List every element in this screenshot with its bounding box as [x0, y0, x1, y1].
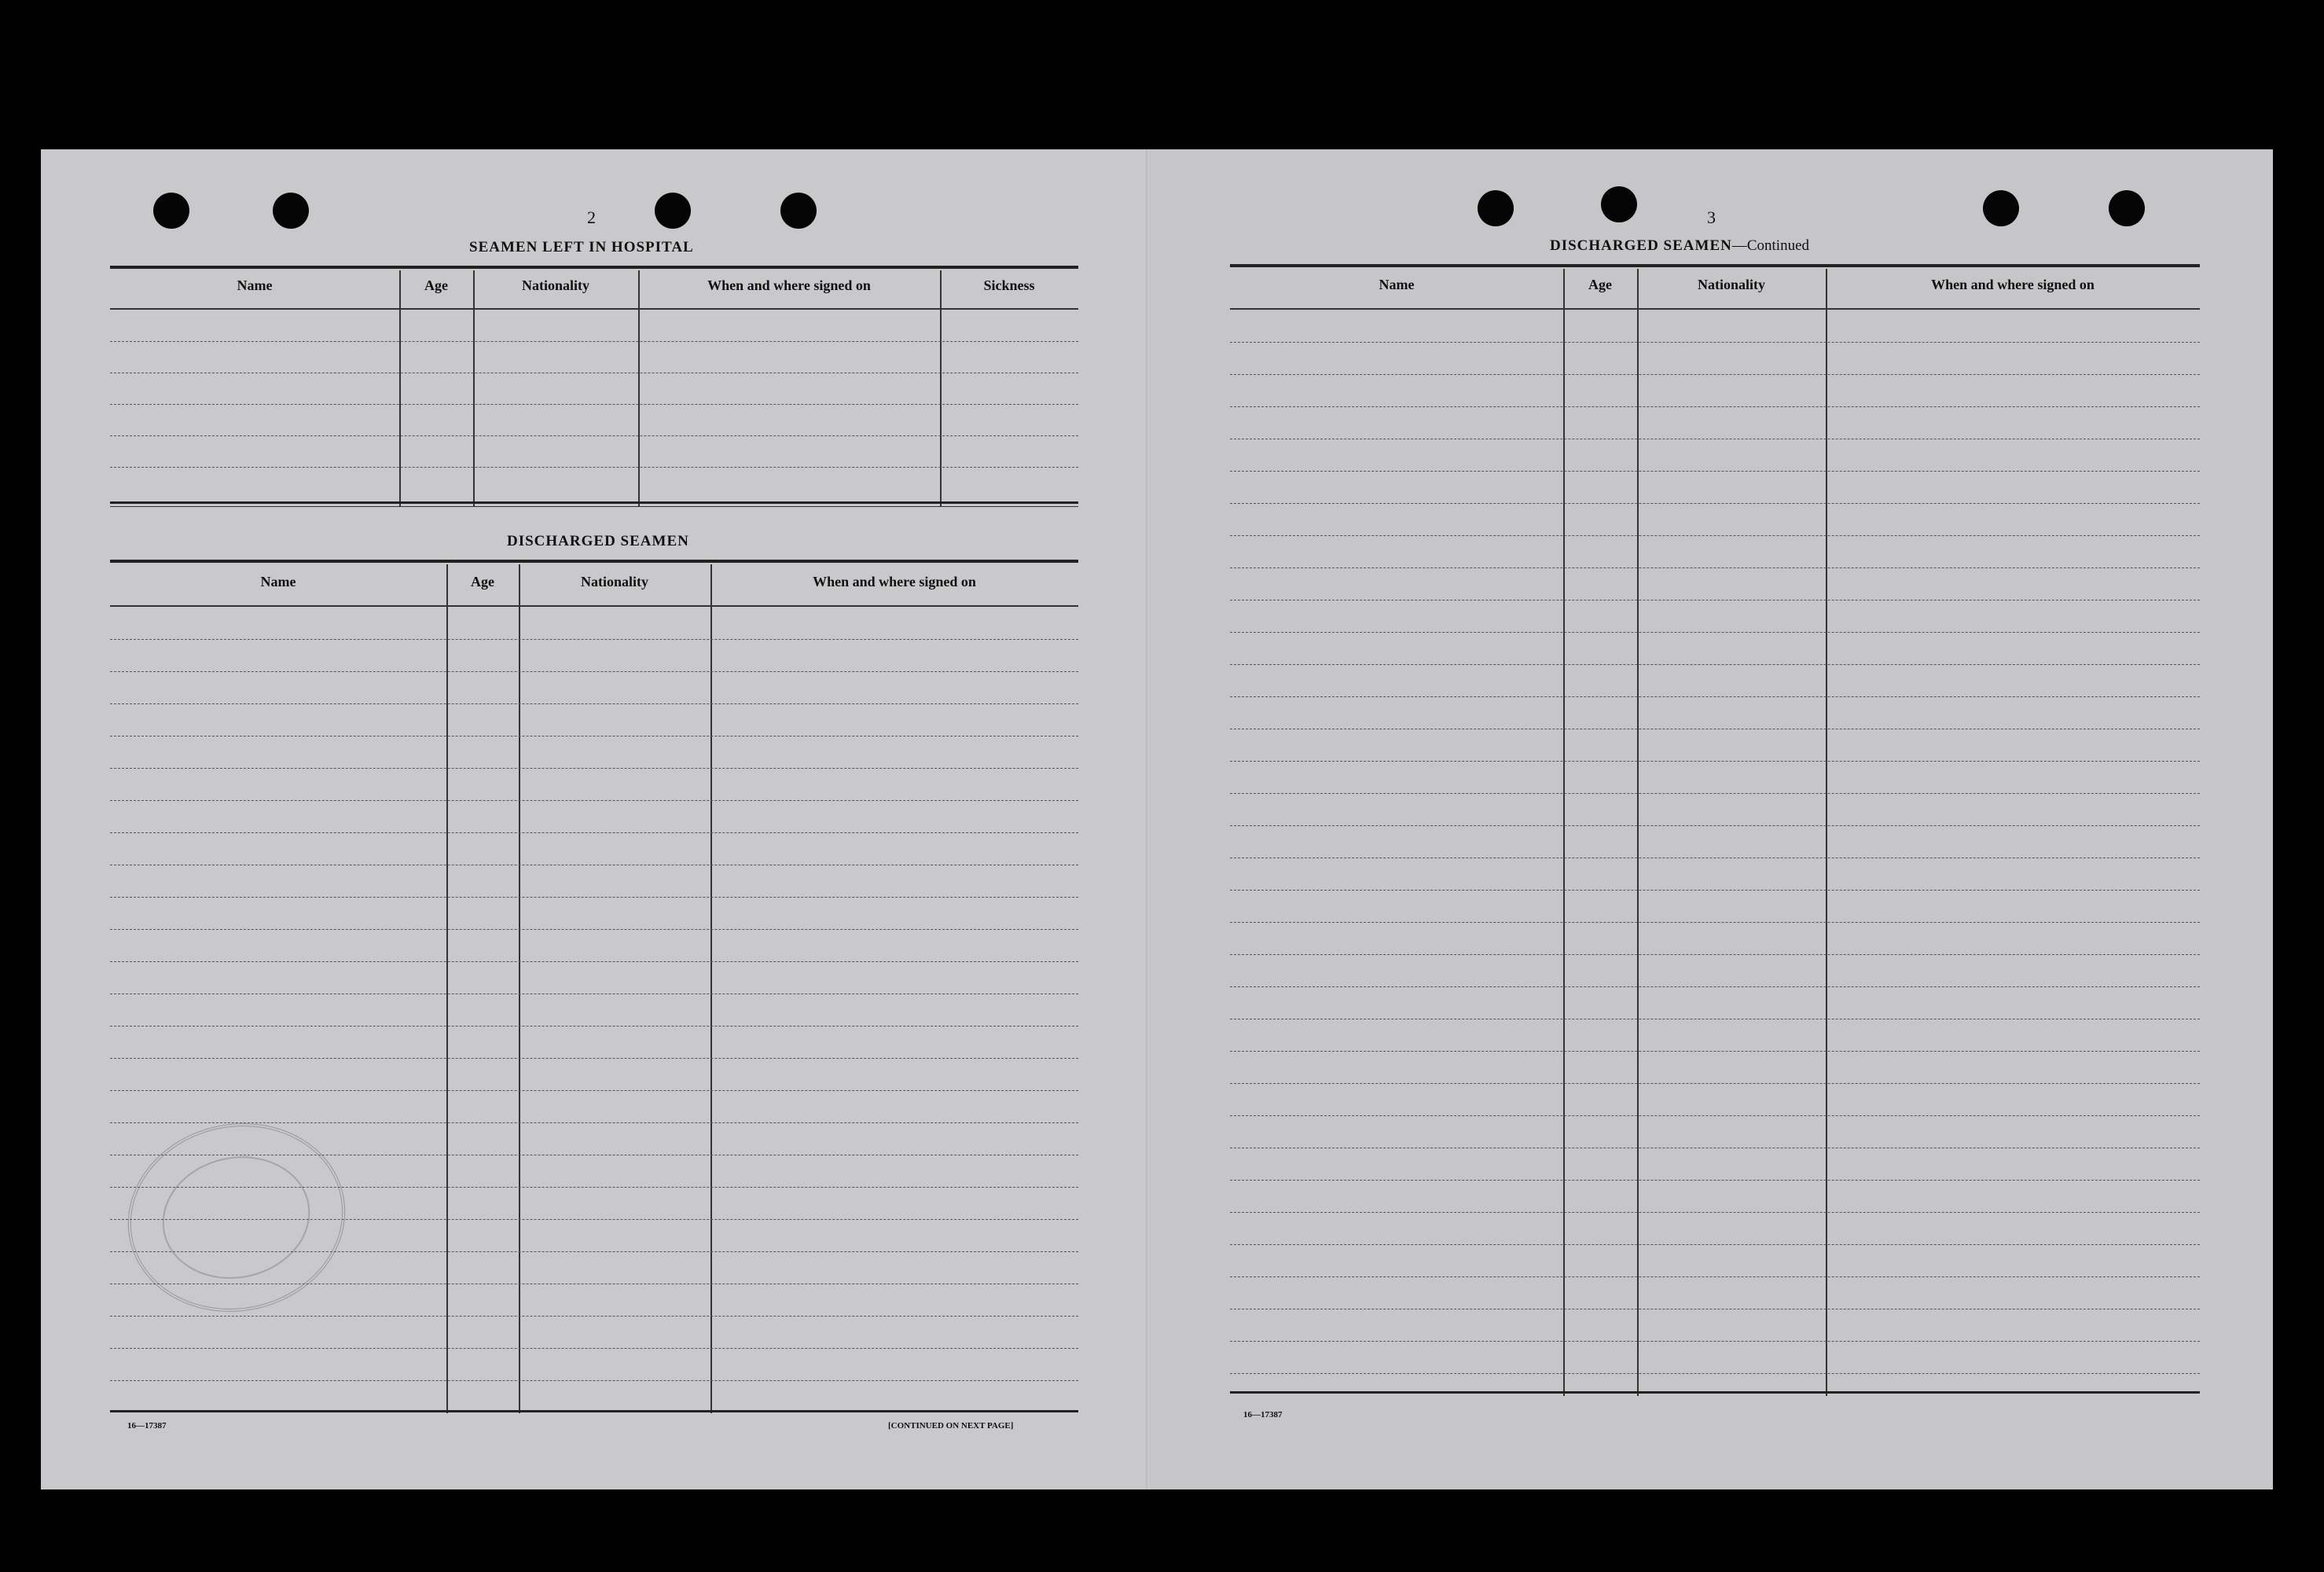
- table-row: [110, 467, 1078, 468]
- table-row: [1230, 890, 2200, 891]
- table-row: [110, 961, 1078, 962]
- table-row: [1230, 1051, 2200, 1052]
- table-row: [1230, 1083, 2200, 1084]
- table-row: [110, 1380, 1078, 1381]
- discharged-continued-title-text: DISCHARGED SEAMEN: [1550, 237, 1732, 254]
- table-row: [110, 1058, 1078, 1059]
- table-row: [110, 435, 1078, 436]
- table-rule: [1230, 264, 2200, 267]
- column-header-nationality: Nationality: [1697, 277, 1765, 292]
- column-divider: [710, 564, 712, 1413]
- table-rule: [110, 605, 1078, 607]
- table-row: [1230, 761, 2200, 762]
- table-row: [1230, 825, 2200, 826]
- binder-hole: [2109, 190, 2145, 226]
- form-number-right: 16—17387: [1243, 1410, 1283, 1420]
- column-divider: [638, 270, 640, 506]
- table-row: [1230, 1341, 2200, 1342]
- table-row: [110, 1348, 1078, 1349]
- binder-hole: [655, 193, 691, 229]
- table-row: [1230, 471, 2200, 472]
- table-row: [110, 404, 1078, 405]
- table-row: [1230, 600, 2200, 601]
- stamp-inner-ring: [151, 1143, 321, 1292]
- table-row: [110, 929, 1078, 930]
- table-row: [1230, 1212, 2200, 1213]
- table-rule: [110, 506, 1078, 507]
- column-header-signed-on: When and where signed on: [813, 574, 976, 590]
- column-header-name: Name: [1379, 277, 1415, 292]
- table-row: [1230, 406, 2200, 407]
- table-row: [110, 1316, 1078, 1317]
- discharged-continued-table: [1230, 264, 2200, 1396]
- table-row: [110, 1090, 1078, 1091]
- page-number-left: 2: [587, 208, 596, 227]
- table-rule: [110, 266, 1078, 269]
- column-header-nationality: Nationality: [521, 277, 589, 293]
- table-row: [1230, 1115, 2200, 1116]
- table-row: [1230, 793, 2200, 794]
- column-header-signed-on: When and where signed on: [707, 277, 871, 293]
- continued-note: [CONTINUED ON NEXT PAGE]: [888, 1421, 1014, 1431]
- table-row: [110, 341, 1078, 342]
- table-row: [110, 671, 1078, 672]
- form-number-left: 16—17387: [127, 1421, 167, 1431]
- column-divider: [940, 270, 942, 506]
- column-divider: [399, 270, 401, 506]
- binder-hole: [153, 193, 189, 229]
- table-rule: [1230, 1391, 2200, 1394]
- binder-hole: [780, 193, 817, 229]
- table-row: [1230, 696, 2200, 697]
- table-row: [1230, 664, 2200, 665]
- discharged-continued-title: [1550, 237, 1809, 255]
- table-row: [1230, 986, 2200, 987]
- table-row: [1230, 1180, 2200, 1181]
- table-row: [110, 639, 1078, 640]
- binder-hole: [273, 193, 309, 229]
- table-row: [110, 897, 1078, 898]
- column-header-name: Name: [260, 574, 296, 590]
- table-row: [110, 832, 1078, 833]
- table-row: [1230, 1276, 2200, 1277]
- column-header-age: Age: [471, 574, 494, 590]
- table-row: [1230, 342, 2200, 343]
- discharged-section-title: DISCHARGED SEAMEN: [507, 533, 689, 549]
- column-header-age: Age: [1588, 277, 1612, 292]
- table-row: [1230, 503, 2200, 504]
- table-row: [1230, 1373, 2200, 1374]
- left-page: [41, 149, 1149, 1489]
- continued-suffix: —Continued: [1731, 237, 1810, 254]
- table-rule: [110, 1410, 1078, 1412]
- column-header-nationality: Nationality: [580, 574, 648, 590]
- table-row: [110, 768, 1078, 769]
- binder-hole: [1478, 190, 1514, 226]
- table-row: [1230, 922, 2200, 923]
- right-page: [1149, 149, 2273, 1489]
- column-header-age: Age: [424, 277, 448, 293]
- column-divider: [519, 564, 520, 1413]
- table-rule: [110, 501, 1078, 504]
- table-row: [1230, 374, 2200, 375]
- column-divider: [473, 270, 475, 506]
- column-header-name: Name: [237, 277, 273, 293]
- column-header-signed-on: When and where signed on: [1931, 277, 2095, 292]
- hospital-table: [110, 266, 1078, 505]
- table-row: [110, 703, 1078, 704]
- page-number-right: 3: [1707, 208, 1716, 227]
- table-rule: [110, 308, 1078, 310]
- column-divider: [446, 564, 448, 1413]
- table-row: [1230, 632, 2200, 633]
- binder-hole: [1601, 186, 1637, 222]
- column-header-sickness: Sickness: [983, 277, 1035, 293]
- table-row: [1230, 567, 2200, 568]
- table-rule: [1230, 308, 2200, 310]
- binder-hole: [1983, 190, 2019, 226]
- table-row: [110, 800, 1078, 801]
- table-row: [1230, 1244, 2200, 1245]
- table-rule: [110, 560, 1078, 563]
- table-row: [1230, 535, 2200, 536]
- table-row: [1230, 954, 2200, 955]
- hospital-section-title: SEAMEN LEFT IN HOSPITAL: [469, 239, 694, 255]
- table-row: [110, 1026, 1078, 1027]
